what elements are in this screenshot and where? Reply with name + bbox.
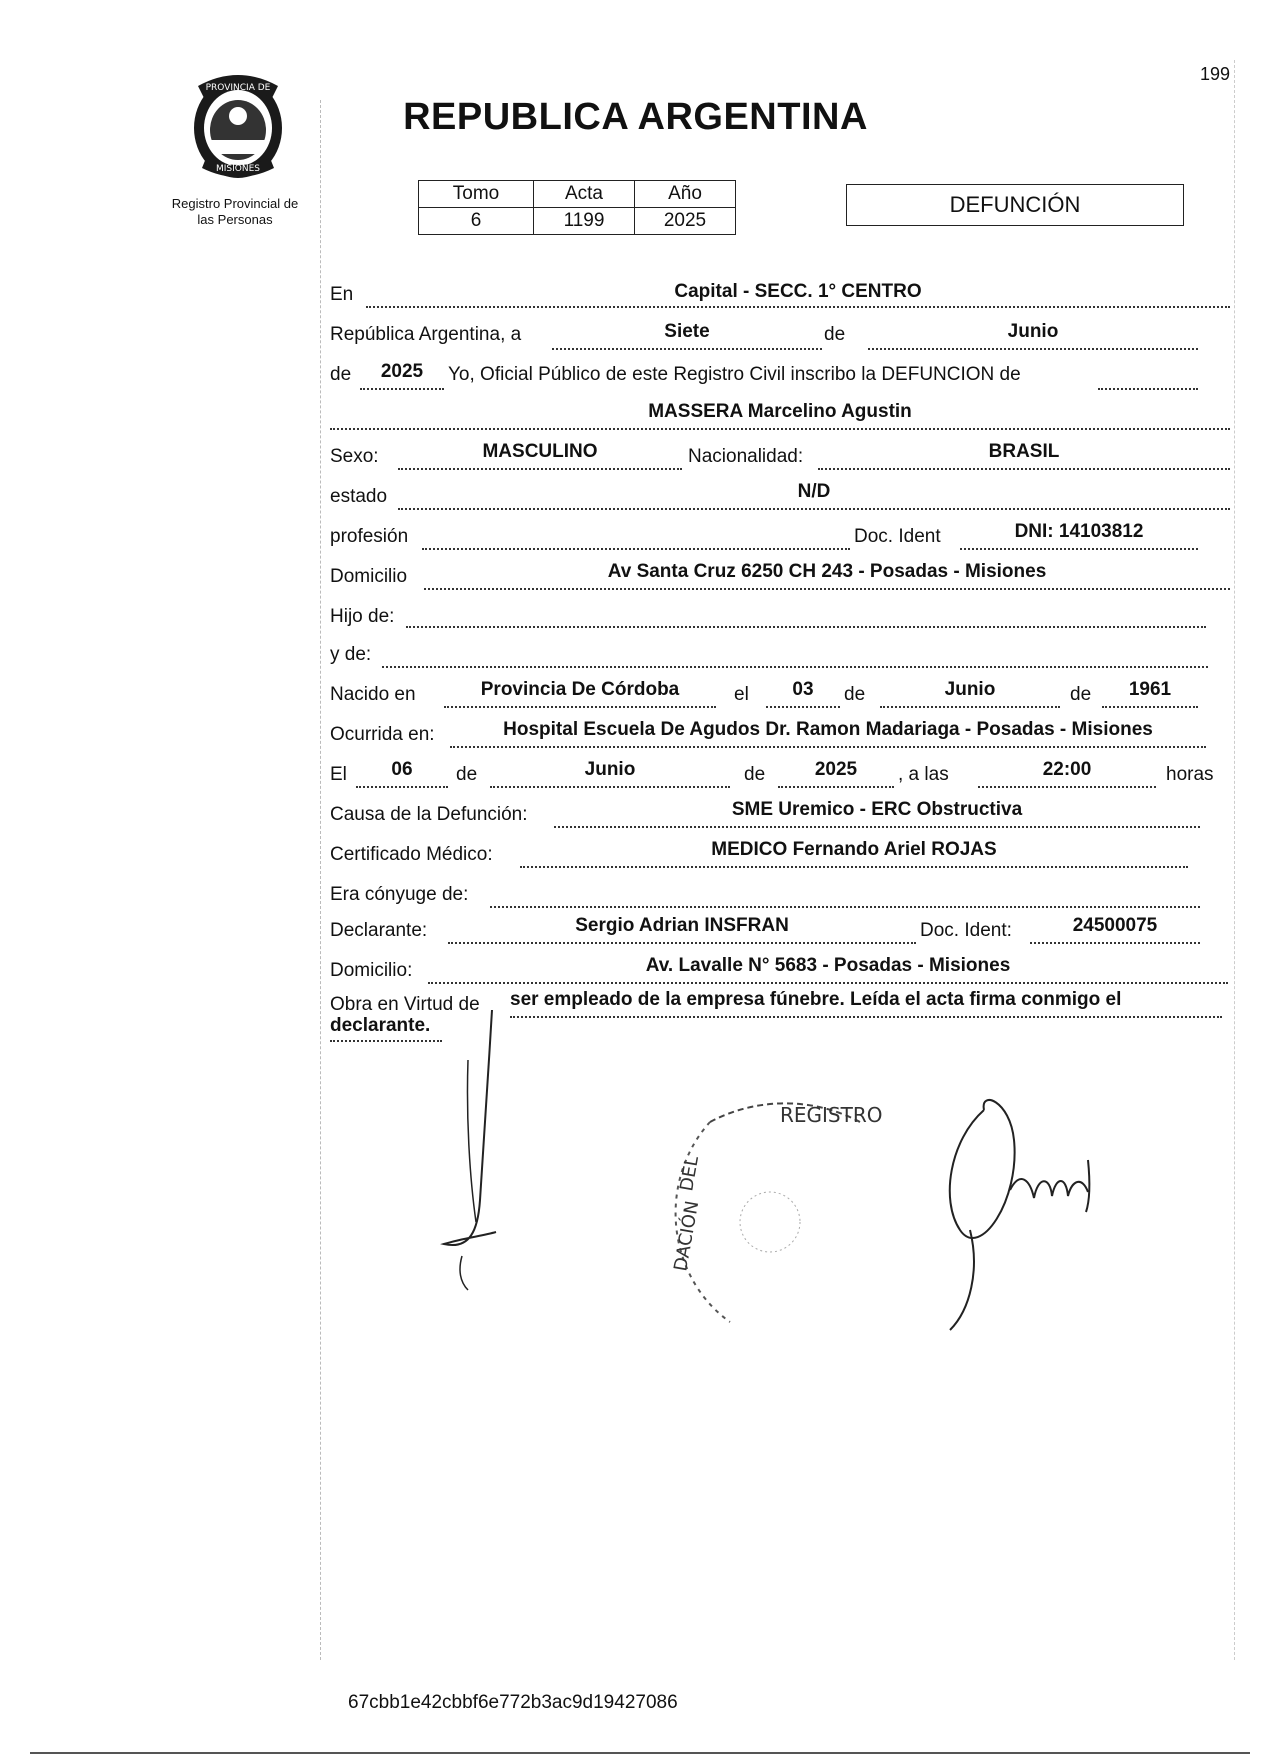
value-estado: N/D — [797, 481, 831, 502]
label-causa: Causa de la Defunción: — [330, 804, 528, 825]
value-ocurrida-en: Hospital Escuela De Agudos Dr. Ramon Madariaga - Posadas - Misiones — [503, 719, 1153, 740]
value-nacido-mes: Junio — [944, 679, 996, 700]
value-domicilio: Av Santa Cruz 6250 CH 243 - Posadas - Misiones — [607, 561, 1047, 582]
registry-seal-stamp — [670, 1082, 883, 1342]
value-declarante-domicilio: Av. Lavalle N° 5683 - Posadas - Misiones — [645, 955, 1011, 976]
value-fallec-dia: 06 — [391, 759, 413, 780]
value-fallec-anio: 2025 — [814, 759, 858, 780]
record-table-value-anio: 2025 — [635, 208, 736, 235]
value-anio: 2025 — [380, 361, 424, 382]
label-certificado: Certificado Médico: — [330, 844, 493, 865]
left-margin-line — [320, 100, 321, 1660]
value-lugar: Capital - SECC. 1° CENTRO — [674, 281, 922, 302]
record-table — [418, 180, 736, 235]
value-doc-ident: DNI: 14103812 — [1014, 521, 1144, 542]
value-nacido-en: Provincia De Córdoba — [480, 679, 680, 700]
bottom-rule — [30, 1752, 1250, 1754]
value-obra-line1: ser empleado de la empresa fúnebre. Leída el acta firma conmigo el — [510, 989, 1122, 1010]
label-de-anio: de — [330, 364, 352, 385]
value-fallec-mes: Junio — [584, 759, 636, 780]
fill-hijo-de — [406, 600, 1206, 628]
label-el: El — [330, 764, 347, 785]
value-declarante-doc: 24500075 — [1072, 915, 1158, 936]
record-table-header-anio: Año — [635, 181, 736, 208]
svg-text:MISIONES: MISIONES — [215, 164, 261, 174]
svg-text:REGISTRO: REGISTRO — [780, 1103, 883, 1127]
record-table-header-row — [419, 181, 736, 208]
label-horas: horas — [1166, 764, 1214, 785]
right-margin-line — [1234, 60, 1235, 1660]
value-hora: 22:00 — [1042, 759, 1092, 780]
fill-profesion — [422, 522, 850, 550]
label-conyuge: Era cónyuge de: — [330, 884, 469, 905]
label-nacionalidad: Nacionalidad: — [688, 446, 804, 467]
label-declarante: Declarante: — [330, 920, 428, 941]
declarante-signature — [430, 1000, 530, 1300]
label-en: En — [330, 284, 354, 305]
label-de-fallec-anio: de — [744, 764, 766, 785]
document-hash: 67cbb1e42cbbf6e772b3ac9d19427086 — [348, 1692, 678, 1713]
value-certificado: MEDICO Fernando Ariel ROJAS — [711, 839, 997, 860]
registry-caption-line2: las Personas — [197, 212, 273, 227]
record-table-value-tomo: 6 — [419, 208, 534, 235]
svg-text:DACIÓN: DACIÓN — [670, 1199, 704, 1273]
fill-conyuge — [490, 880, 1200, 908]
svg-text:DEL: DEL — [676, 1154, 704, 1193]
label-de-fallec-mes: de — [456, 764, 478, 785]
registry-caption-line1: Registro Provincial de — [171, 196, 299, 211]
record-table-value-row — [419, 208, 736, 235]
fill-yo-trailing — [1098, 362, 1198, 390]
value-mes: Junio — [1007, 321, 1059, 342]
record-table-header-acta: Acta — [534, 181, 635, 208]
label-ocurrida-en: Ocurrida en: — [330, 724, 435, 745]
label-y-de: y de: — [330, 644, 372, 665]
label-sexo: Sexo: — [330, 446, 379, 467]
label-domicilio: Domicilio — [330, 566, 408, 587]
label-obra: Obra en Virtud de — [330, 994, 480, 1015]
registry-caption — [150, 196, 320, 228]
value-nacido-anio: 1961 — [1128, 679, 1172, 700]
value-nombre: MASSERA Marcelino Agustin — [648, 401, 912, 422]
value-nacionalidad: BRASIL — [988, 441, 1060, 462]
label-estado: estado — [330, 486, 388, 507]
page-number: 199 — [1200, 64, 1231, 84]
svg-text:PROVINCIA DE: PROVINCIA DE — [205, 83, 271, 93]
label-domicilio-declarante: Domicilio: — [330, 960, 413, 981]
record-table-value-acta: 1199 — [534, 208, 635, 235]
label-a-las: , a las — [898, 764, 949, 785]
value-obra-line2: declarante. — [330, 1015, 431, 1036]
value-nacido-dia: 03 — [792, 679, 814, 700]
label-de-nacido-mes: de — [844, 684, 866, 705]
value-causa: SME Uremico - ERC Obstructiva — [731, 799, 1023, 820]
label-yo-text: Yo, Oficial Público de este Registro Civil inscribo la DEFUNCION de — [448, 364, 1021, 385]
value-declarante: Sergio Adrian INSFRAN — [575, 915, 789, 936]
label-doc-ident: Doc. Ident — [854, 526, 941, 547]
official-signature — [910, 1080, 1150, 1340]
label-profesion: profesión — [330, 526, 409, 547]
label-de-mes: de — [824, 324, 846, 345]
label-nacido-en: Nacido en — [330, 684, 416, 705]
label-republica: República Argentina, a — [330, 324, 522, 345]
value-sexo: MASCULINO — [482, 441, 598, 462]
record-type-box: DEFUNCIÓN — [846, 184, 1184, 226]
value-dia-texto: Siete — [664, 321, 710, 342]
page-title: REPUBLICA ARGENTINA — [403, 96, 868, 138]
fill-y-de — [382, 640, 1208, 668]
label-hijo-de: Hijo de: — [330, 606, 395, 627]
record-table-header-tomo: Tomo — [419, 181, 534, 208]
label-el-nacido: el — [734, 684, 749, 705]
label-de-nacido-anio: de — [1070, 684, 1092, 705]
label-doc-ident-declarante: Doc. Ident: — [920, 920, 1012, 941]
